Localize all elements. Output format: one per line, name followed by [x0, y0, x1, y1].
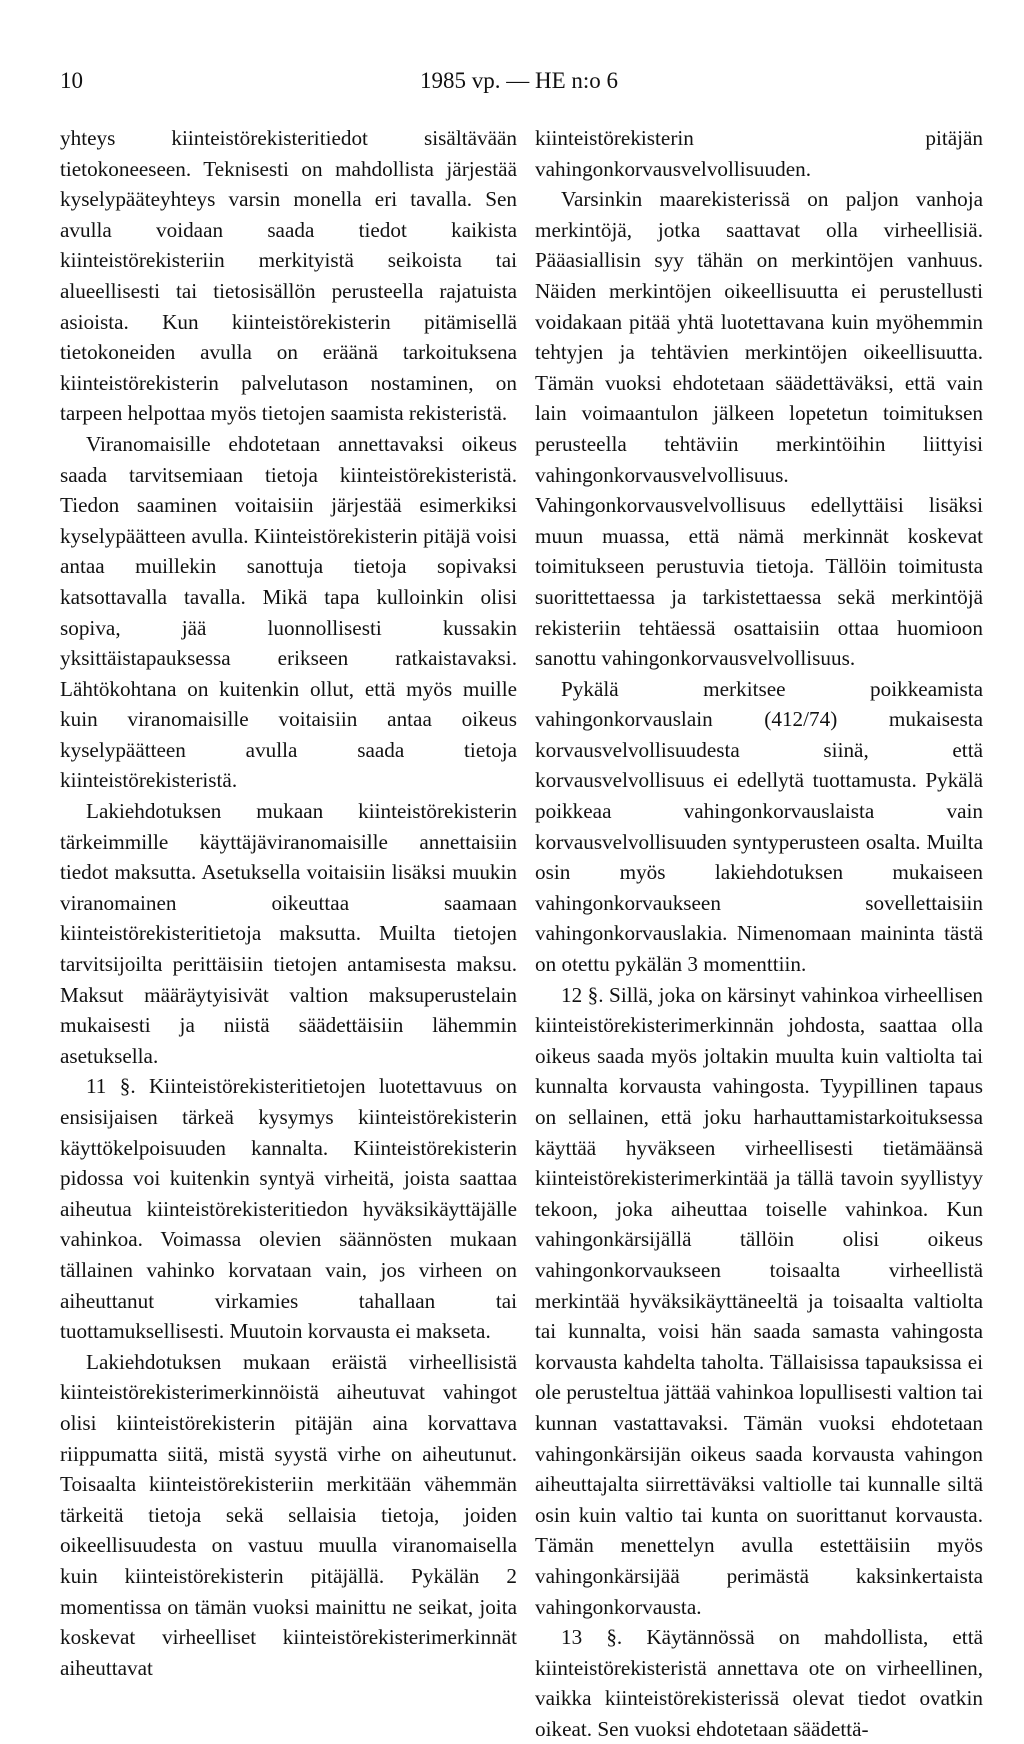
paragraph-section-11: 11 §. Kiinteistörekisteritietojen luotettavuus on ensisijaisen tärkeä kysymys kiinteistörekisterin käyttökelpoisuuden kannalta. Kiinteistörekisterin pidossa voi kuitenkin syntyä virheitä, joista saattaa aiheutua kiinteistörekisteritiedon hyväksikäyttäjälle vahinkoa. Voimassa olevien säännösten mukaan tällainen vahinko korvataan vain, jos virheen on aiheuttanut virkamies tahallaan tai tuottamuksellisesti. Muutoin korvausta ei makseta.	[60, 1074, 517, 1344]
paragraph: kiinteistörekisterin pitäjän vahingonkorvausvelvollisuuden.	[535, 126, 983, 181]
paragraph: Lakiehdotuksen mukaan eräistä virheellisistä kiinteistörekisterimerkinnöistä aiheutuvat vahingot olisi kiinteistörekisterin pitäjän aina korvattava riippumatta siitä, mistä syystä virhe on aiheutunut. Toisaalta kiinteistörekisteriin merkitään vähemmän tärkeitä tietoja sekä sellaisia tietoja, joiden oikeellisuudesta on vastuu muulla viranomaisella kuin kiinteistörekisterin pitäjällä. Pykälän 2 momentissa on tämän vuoksi mainittu ne seikat, joita koskevat virheelliset kiinteistörekisterimerkinnät aiheuttavat	[60, 1349, 517, 1680]
paragraph: yhteys kiinteistörekisteritiedot sisältävään tietokoneeseen. Teknisesti on mahdollista järjestää kyselypääteyhteys varsin monella eri tavalla. Sen avulla voidaan saada tiedot kaikista kiinteistörekisteriin merkityistä seikoista tai alueellisesti tai tietosisällön perusteella rajatuista asioista. Kun kiinteistörekisterin pitämisellä tietokoneiden avulla on eräänä tarkoituksena kiinteistörekisterin palvelutason nostaminen, on tarpeen helpottaa myös tietojen saamista rekisteristä.	[60, 126, 517, 426]
paragraph-section-12: 12 §. Sillä, joka on kärsinyt vahinkoa virheellisen kiinteistörekisterimerkinnän johdosta, saattaa olla oikeus saada myös joltakin muulta kuin valtiolta tai kunnalta korvausta vahingosta. Tyypillinen tapaus on sellainen, että joku harhauttamistarkoituksessa käyttää hyväkseen virheellisesti tietämäänsä kiinteistörekisterimerkintää ja tällä tavoin syyllistyy tekoon, joka aiheuttaa toiselle vahinkoa. Kun vahingonkärsijällä tällöin olisi oikeus vahingonkorvaukseen toisaalta virheellistä merkintää hyväksikäyttäneeltä ja toisaalta valtiolta tai kunnalta, voisi hän saada samasta vahingosta korvausta kahdelta taholta. Tällaisissa tapauksissa ei ole perusteltua jättää vahinkoa lopullisesti valtion tai kunnan vastattavaksi. Tämän vuoksi ehdotetaan vahingonkärsijän oikeus saada korvausta vahingon aiheuttajalta siirrettäväksi valtiolle tai kunnalle siltä osin kuin valtio tai kunta on suorittanut korvausta. Tämän menettelyn avulla estettäisiin myös vahingonkärsijää perimästä kaksinkertaista vahingonkorvausta.	[535, 982, 983, 1619]
paragraph: Pykälä merkitsee poikkeamista vahingonkorvauslain (412/74) mukaisesta korvausvelvollisuudesta siinä, että korvausvelvollisuus ei edellytä tuottamusta. Pykälä poikkeaa vahingonkorvauslaista vain korvausvelvollisuuden syntyperusteen osalta. Muilta osin myös lakiehdotuksen mukaiseen vahingonkorvaukseen sovellettaisiin vahingonkorvauslakia. Nimenomaan maininta tästä on otettu pykälän 3 momenttiin.	[535, 676, 983, 977]
page-header	[60, 64, 978, 98]
running-title: 1985 vp. — HE n:o 6	[419, 68, 619, 93]
paragraph: Varsinkin maarekisterissä on paljon vanhoja merkintöjä, jotka saattavat olla virheellisiä. Pääasiallisin syy tähän on merkintöjen vanhuus. Näiden merkintöjen oikeellisuutta ei perustellusti voidakaan pitää yhtä luotettavana kuin myöhemmin tehtyjen ja tehtävien merkintöjen oikeellisuutta. Tämän vuoksi ehdotetaan säädettäväksi, että vain lain voimaantulon jälkeen lopetetun toimituksen perusteella tehtäviin merkintöihin liittyisi vahingonkorvausvelvollisuus. Vahingonkorvausvelvollisuus edellyttäisi lisäksi muun muassa, että nämä merkinnät koskevat toimitukseen perustuvia tietoja. Tällöin toimitusta suorittettaessa ja tarkistettaessa sekä merkintöjä rekisteriin tehtäessä osattaisiin ottaa huomioon sanottu vahingonkorvausvelvollisuus.	[535, 187, 983, 671]
page-number: 10	[60, 68, 83, 93]
left-column	[60, 123, 517, 1683]
paragraph: Lakiehdotuksen mukaan kiinteistörekisterin tärkeimmille käyttäjäviranomaisille annettaisiin tiedot maksutta. Asetuksella voitaisiin lisäksi muukin viranomainen oikeuttaa saamaan kiinteistörekisteritietoja maksutta. Muilta tietojen tarvitsijoilta perittäisiin tietojen antamisesta maksu. Maksut määräytyisivät valtion maksuperustelain mukaisesti ja niistä säädettäisiin lähemmin asetuksella.	[60, 799, 517, 1068]
paragraph-section-13: 13 §. Käytännössä on mahdollista, että kiinteistörekisteristä annettava ote on virheellinen, vaikka kiinteistörekisterissä olevat tiedot ovatkin oikeat. Sen vuoksi ehdotetaan säädettä-	[535, 1625, 983, 1741]
right-column	[535, 123, 983, 1744]
paragraph: Viranomaisille ehdotetaan annettavaksi oikeus saada tarvitsemiaan tietoja kiinteistörekisteristä. Tiedon saaminen voitaisiin järjestää esimerkiksi kyselypäätteen avulla. Kiinteistörekisterin pitäjä voisi antaa muillekin sanottuja tietoja sopivaksi katsottavalla tavalla. Mikä tapa kulloinkin olisi sopiva, jää luonnollisesti kussakin yksittäistapauksessa erikseen ratkaistavaksi. Lähtökohtana on kuitenkin ollut, että myös muille kuin viranomaisille voitaisiin antaa oikeus kyselypäätteen avulla saada tietoja kiinteistörekisteristä.	[60, 431, 517, 793]
